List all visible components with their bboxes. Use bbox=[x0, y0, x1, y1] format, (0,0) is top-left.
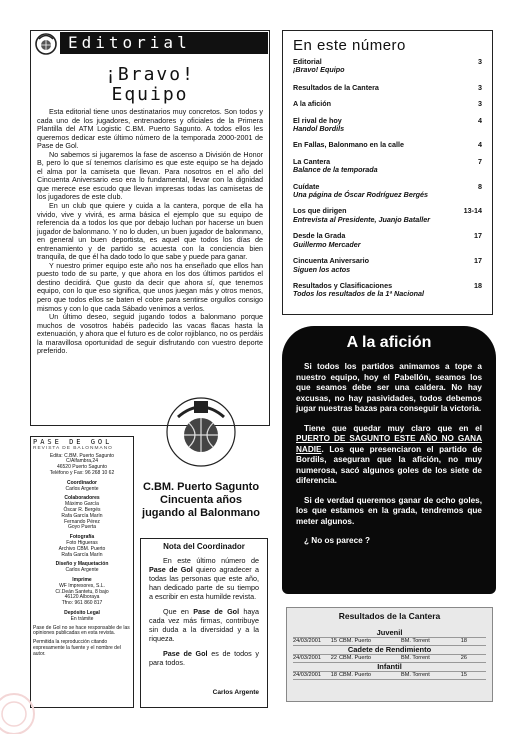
reproduction-note: Permitida la reproducción citando expresamente la fuente y el nombre del autor. bbox=[33, 639, 121, 657]
club-headline-line: jugando al Balonmano bbox=[142, 507, 260, 519]
contents-item bbox=[293, 84, 482, 92]
contents-item-name: Resultados y Clasificaciones bbox=[293, 280, 393, 290]
contents-item-page: 17 bbox=[474, 231, 482, 241]
contents-item-page: 3 bbox=[478, 99, 482, 109]
editorial-title-line1: ¡Bravo! bbox=[105, 64, 195, 85]
editorial-header: Editorial bbox=[60, 32, 268, 54]
text-span: En este último número de bbox=[163, 556, 259, 565]
credits-section-label: Depósito Legal bbox=[64, 609, 100, 616]
contents-item-subtitle: Una página de Óscar Rodríguez Bergés bbox=[293, 190, 429, 200]
contents-item-subtitle: Siguen los actos bbox=[293, 264, 351, 274]
contents-item-subtitle: ¡Bravo! Equipo bbox=[293, 65, 345, 75]
editorial-paragraph: Y nuestro primer equipo este año nos ha enseñado que ellos han puesto todo de su parte, y que ahora en los dos últimos partidos el destino decidirá. Que gusto da decir que ahora sí, que tenemos equipo, con lo que eso significa, que unos juegan más y otros menos, pero que todos ellos se baten el cobre para sentirse orgullos consigo mismos y con lo que cada Sábado venimos a verlos. bbox=[37, 260, 263, 313]
contents-item-name: Resultados de la Cantera bbox=[293, 82, 379, 92]
editorial-paragraph: En un club que quiere y cuida a la cantera, porque de ella ha vivido, vive y vivirá, es arma básica el ejemplo que su equipo de referencia da a todos los que por debajo luchan por hacerse un buen jugador de balonmano. Y no lo duden, un buen jugador de balonmano, en general un buen deportista, es aquel que todos los días de entrenamiento y de partido se acuesta con la conciencia bien tranquila, de que él ha dado todo lo que sabe y puede para ganar. bbox=[37, 201, 263, 262]
contents-item-page: 13-14 bbox=[463, 206, 482, 216]
aficion-title: A la afición bbox=[346, 334, 432, 351]
contents-item bbox=[293, 257, 482, 274]
contents-item-name: En Fallas, Balonmano en la calle bbox=[293, 140, 405, 150]
editorial-paragraph: Un último deseo, seguid jugando todos a balonmano porque muchos de vosotros habéis padecido las vacas flacas hasta la extenuación, y ahora que el futuro es de color rojiblanco, no os perdáis la maravillosa oportunidad de seguir disfrutando con vuestro deporte preferido. bbox=[37, 312, 263, 356]
contents-item bbox=[293, 207, 482, 224]
publisher-line: C/Alfambra,24 bbox=[66, 458, 98, 465]
magazine-name: PASE DE GOL bbox=[33, 438, 113, 446]
contents-item bbox=[293, 141, 482, 149]
contents-item bbox=[293, 117, 482, 134]
editorial-title-line2: Equipo bbox=[111, 84, 189, 105]
credits-name: C/.Deán Santetu, 8 bajo bbox=[55, 588, 109, 595]
credits-name: Tfno: 961 860 817 bbox=[61, 600, 103, 607]
text-span: haya cada vez más firmas, contribuye sin duda a la diversidad y a la riqueza. bbox=[149, 607, 259, 643]
contents-item-name: Desde la Grada bbox=[293, 231, 346, 241]
contents-item-page: 7 bbox=[478, 156, 482, 166]
credits-name: Carlos Argente bbox=[65, 485, 99, 492]
credits-section-label: Coordinador bbox=[67, 479, 97, 486]
away-team: BM. Torrent bbox=[401, 638, 430, 644]
credits-name: Carlos Argente bbox=[65, 567, 99, 574]
home-team: CBM. Puerto bbox=[339, 638, 372, 644]
text-span: quiero agradecer a todas las personas que este año, han dedicado parte de su tiempo a escribir en esta humilde revista. bbox=[149, 565, 259, 601]
credits-name: Rafa García Marín bbox=[61, 512, 103, 519]
contents-item bbox=[293, 100, 482, 108]
club-crest-icon bbox=[34, 30, 58, 58]
publisher-line: 46520 Puerto Sagunto bbox=[56, 464, 108, 471]
credits-name: 46120 Alboraya bbox=[64, 594, 100, 601]
publisher-line: Teléfono y Fax: 96 268 10 62 bbox=[49, 469, 115, 476]
home-score: 18 bbox=[330, 672, 337, 678]
results-row bbox=[293, 671, 486, 680]
magazine-name-bold: Pase de Gol bbox=[193, 607, 240, 616]
credits-name: Fernando Pérez bbox=[64, 518, 100, 525]
aficion-paragraph: Si de verdad queremos ganar de ocho goles, los que estamos en la grada, tendremos que meter algunos. bbox=[296, 495, 482, 526]
away-team: BM. Torrent bbox=[401, 672, 430, 678]
contents-item-subtitle: Guillermo Mercader bbox=[293, 239, 361, 249]
coordinator-note-box bbox=[140, 538, 268, 708]
contents-item bbox=[293, 282, 482, 299]
aficion-paragraph: Si todos los partidos animamos a tope a nuestro equipo, hoy el Pabellón, seamos los que seamos debe ser una caldera. No hay excusas, no hay pasividades, todos debemos jugar nuestras bazas para conseguir la victoria. bbox=[296, 362, 482, 413]
contents-item-subtitle: Handol Bordils bbox=[293, 124, 345, 134]
contents-item-page: 18 bbox=[474, 280, 482, 290]
magazine-subtitle: REVISTA DE BALONMANO bbox=[33, 445, 113, 451]
contents-item-page: 3 bbox=[478, 57, 482, 66]
home-score: 15 bbox=[330, 638, 337, 644]
contents-item-page: 17 bbox=[474, 256, 482, 266]
disclaimer-note: Pase de Gol no se hace responsable de las opiniones publicadas en esta revista. bbox=[33, 624, 130, 637]
away-score: 15 bbox=[460, 672, 467, 678]
contents-item-name: El rival de hoy bbox=[293, 115, 342, 125]
contents-item-subtitle: Entrevista al Presidente, Juanjo Bataller bbox=[293, 214, 431, 224]
credits-section-label: Colaboradores bbox=[64, 495, 100, 502]
contents-item bbox=[293, 232, 482, 249]
contents-item-name: Cincuenta Aniversario bbox=[293, 256, 370, 266]
club-headline bbox=[136, 481, 266, 520]
contents-item-page: 4 bbox=[478, 115, 482, 125]
contents-item-page: 8 bbox=[478, 181, 482, 191]
home-team: CBM. Puerto bbox=[339, 672, 372, 678]
club-emblem-icon bbox=[164, 395, 238, 469]
results-category: Infantil bbox=[377, 662, 402, 671]
coordinator-paragraph bbox=[149, 607, 259, 643]
home-team: CBM. Puerto bbox=[339, 655, 372, 661]
contents-item-name: A la afición bbox=[293, 99, 332, 109]
credits-name: Rafa García Marín bbox=[61, 551, 103, 558]
aficion-box bbox=[282, 326, 496, 594]
coordinator-paragraph bbox=[149, 649, 259, 667]
aficion-paragraph bbox=[296, 424, 482, 487]
contents-item-page: 4 bbox=[478, 140, 482, 150]
away-team: BM. Torrent bbox=[401, 655, 430, 661]
credits-name: Óscar R. Bergés bbox=[63, 506, 101, 513]
coordinator-note-title: Nota del Coordinador bbox=[163, 542, 245, 551]
coordinator-paragraph bbox=[149, 556, 259, 601]
away-score: 26 bbox=[460, 655, 467, 661]
contents-list bbox=[293, 58, 482, 299]
credits-section-label: Imprime bbox=[72, 576, 92, 583]
text-span: . Los que presenciaron el partido de Bordils, aseguran que la afición, no muy numerosa, sacó algunos goles de los siete de diferencia. bbox=[296, 444, 482, 485]
editorial-text bbox=[37, 108, 263, 356]
contents-item-name: Los que dirigen bbox=[293, 206, 347, 216]
credits-section-label: Diseño y Maquetación bbox=[55, 561, 109, 568]
credits-name: WF Impresores, S.L. bbox=[59, 582, 105, 589]
text-span: es de todos y para todos. bbox=[149, 649, 259, 667]
match-date: 24/03/2001 bbox=[293, 638, 321, 644]
match-date: 24/03/2001 bbox=[293, 655, 321, 661]
contents-title: En este número bbox=[293, 37, 406, 54]
credits-section-label: Fotografía bbox=[69, 534, 95, 541]
results-box bbox=[286, 607, 493, 702]
aficion-question: ¿ No os parece ? bbox=[304, 536, 370, 545]
contents-item-name: Cuídate bbox=[293, 181, 320, 191]
credits-name: Máximo García bbox=[65, 501, 99, 508]
credits-box bbox=[30, 436, 134, 708]
contents-item-name: La Cantera bbox=[293, 156, 331, 166]
editorial-paragraph: Esta editorial tiene unos destinatarios muy concretos. Son todos y cada uno de los jugadores, entrenadores y oficiales de la Primera Plantilla del ATM Logistic C.BM. Puerto Sagunto. A todos ellos les queremos dedicar este último número de la temporada 2000-2001 de Pase de Gol. bbox=[37, 107, 263, 151]
contents-item bbox=[293, 183, 482, 200]
magazine-name-bold: Pase de Gol bbox=[149, 565, 193, 574]
contents-item-subtitle: Balance de la temporada bbox=[293, 165, 378, 175]
text-span: Tiene que quedar muy claro que en el bbox=[304, 423, 482, 433]
contents-item bbox=[293, 158, 482, 175]
results-category: Juvenil bbox=[376, 628, 403, 637]
contents-item-name: Editorial bbox=[293, 57, 322, 66]
home-score: 22 bbox=[330, 655, 337, 661]
editorial-paragraph: No sabemos si jugaremos la fase de ascenso a División de Honor B, pero lo que sí tenemos clarísimo es que este equipo se ha dejado el alma por la camiseta que llevan. Para nosotros en el año del Cincuenta Aniversario eso era lo fundamental, llevar con la dignidad que merece ese escudo que llevan impresas todas las camisetas de los jugadores de este club. bbox=[37, 149, 263, 202]
contents-item-page: 3 bbox=[478, 82, 482, 92]
results-list bbox=[293, 629, 486, 680]
club-headline-line: Cincuenta años bbox=[160, 494, 242, 506]
magazine-name-bold: Pase de Gol bbox=[163, 649, 208, 658]
results-category: Cadete de Rendimiento bbox=[347, 645, 432, 654]
contents-item-subtitle: Todos los resultados de la 1ª Nacional bbox=[293, 289, 425, 299]
faint-stamp-icon bbox=[0, 680, 44, 734]
match-date: 24/03/2001 bbox=[293, 672, 321, 678]
credits-name: Goyo Puerta bbox=[67, 524, 97, 531]
credits-name: Archivo CBM. Puerto bbox=[58, 545, 106, 552]
coordinator-signature: Carlos Argente bbox=[212, 689, 259, 696]
publisher-line: Edita: C.BM. Puerto Sagunto bbox=[49, 452, 115, 459]
contents-box bbox=[282, 30, 493, 315]
results-title: Resultados de la Cantera bbox=[338, 611, 441, 621]
away-score: 18 bbox=[460, 638, 467, 644]
credits-name: En trámite bbox=[70, 615, 94, 622]
text-span: Que en bbox=[163, 607, 194, 616]
club-headline-line: C.BM. Puerto Sagunto bbox=[142, 481, 260, 493]
contents-item bbox=[293, 58, 482, 75]
underlined-slogan: PUERTO DE SAGUNTO ESTE AÑO NO GANA NADIE bbox=[296, 434, 482, 454]
credits-name: Foto Higueras bbox=[66, 539, 98, 546]
